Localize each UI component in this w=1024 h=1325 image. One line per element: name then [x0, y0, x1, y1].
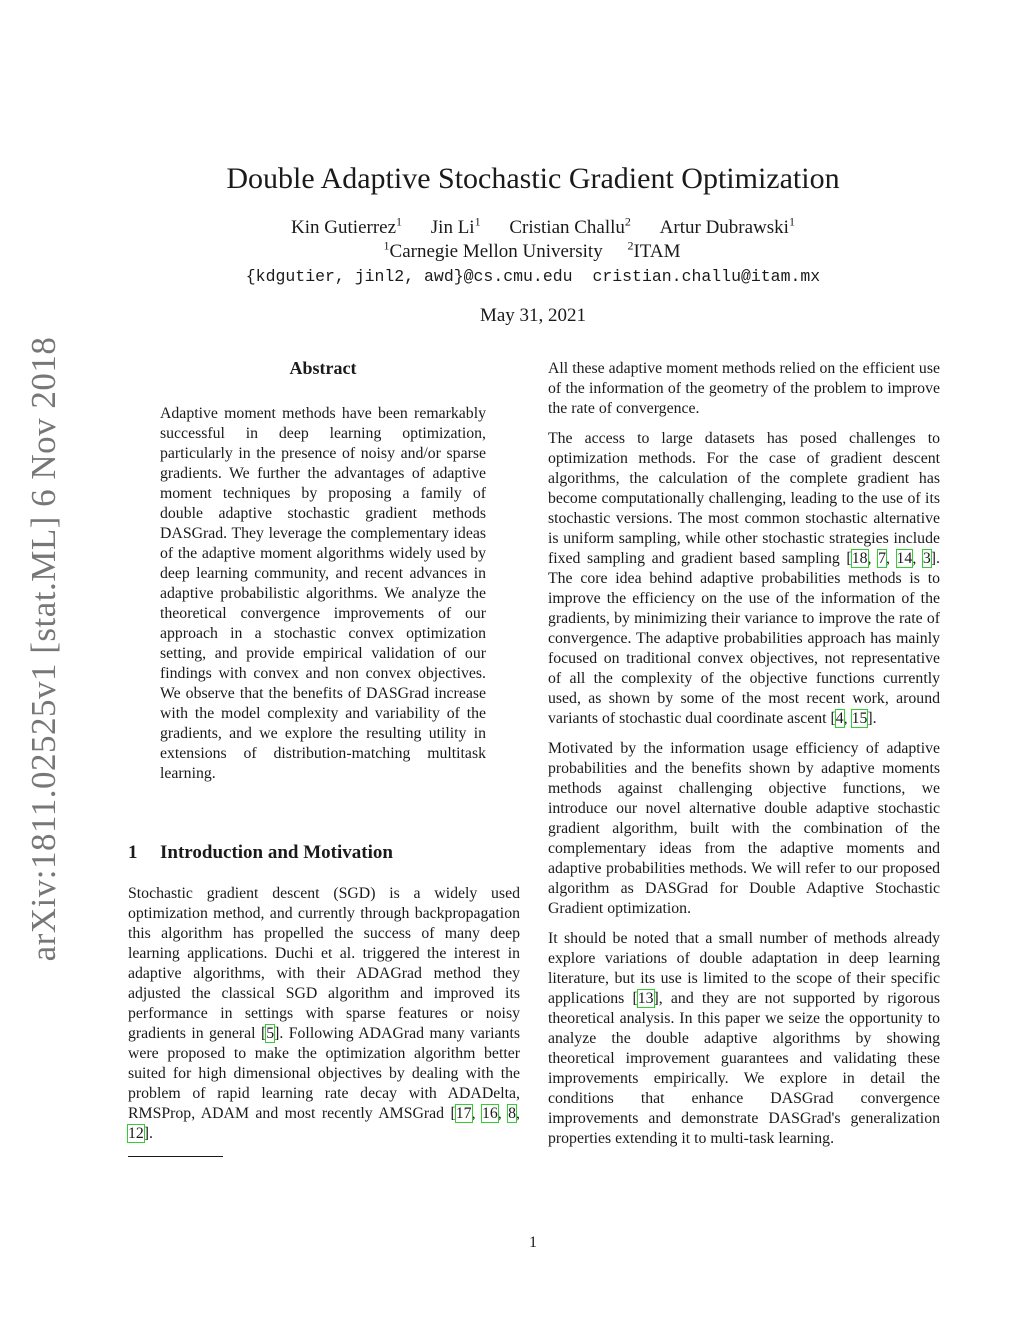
email-list [0, 266, 1024, 288]
body-paragraph [548, 929, 940, 1149]
citation-link[interactable]: 16 [481, 1105, 498, 1122]
abstract-heading: Abstract [289, 358, 357, 378]
email-cmu: {kdgutier, jinl2, awd}@cs.cmu.edu [245, 267, 573, 286]
body-paragraph: The access to large datasets has posed challenges to optimization methods. For the case of gradient descent algorithms, the calculation of the complete gradient has become computationally challenging, leading to the use of its stochastic versions. The most common stochastic alternative is uniform sampling, while other stochastic strategies include fixed sampling and gradient based sampling [18, 7, 14, 3]. The core idea behind adaptive probabilities methods is to improve the efficiency on the use of the information of the gradients, by minimizing their variance to improve the rate of convergence. The adaptive probabilities approach has mainly focused on traditional convex objectives, not representative of all the complexity of the objective functions currently used, as shown by some of the most recent work, around variants of stochastic dual coordinate ascent [4, 15]. [548, 430, 941, 727]
body-paragraph: Motivated by the information usage efficiency of adaptive probabilities and the benefits shown by adaptive moments methods against challenging objective functions, we introduce our novel alternative double adaptive stochastic gradient algorithm, built with the combination of the complementary ideas from the adaptive moments and adaptive probabilities methods. We will refer to our proposed algorithm as DASGrad for Double Adaptive Stochastic Gradient optimization. [548, 740, 940, 917]
citation-link[interactable]: 15 [851, 710, 868, 727]
author [430, 214, 481, 238]
affiliations [0, 240, 1024, 264]
text-run: ], and they are not supported by rigorous theoretical analysis. In this paper we seize the opportunity to analyze the double adaptive algorithms by showing theoretical improvement guarantees and validating these improvements empirically. We explore in detail the conditions that enhance DASGrad convergence improvements and demonstrate DASGrad's generalization properties extending it to multi-task learning. [548, 990, 941, 1147]
affiliation-mark: 1 [383, 238, 390, 253]
section-heading [128, 841, 520, 865]
right-column [548, 359, 940, 1159]
section-title: Introduction and Motivation [160, 842, 393, 863]
author-affil-mark: 2 [624, 214, 631, 229]
author [291, 214, 403, 238]
email-itam: cristian.challu@itam.mx [592, 267, 821, 286]
left-column [128, 884, 520, 1144]
paper-date: May 31, 2021 [479, 305, 587, 326]
text-run: ]. Following ADAGrad many variants were proposed to make the optimization algorithm better suited for high dimensional objectives by dealing with the problem of rapid learning rate decay with ADADelta, RMSProp, ADAM and most recently AMSGrad [ [128, 1025, 520, 1122]
arxiv-identifier: arXiv:1811.02525v1 [stat.ML] 6 Nov 2018 [24, 336, 63, 962]
citation-link[interactable]: 3 [922, 550, 931, 567]
text-run: The access to large datasets has posed challenges to optimization methods. For the case of gradient descent algorithms, the calculation of the complete gradient has become computationally challenging, leading to the use of its stochastic versions. The most common stochastic alternative is uniform sampling, while other stochastic strategies include fixed sampling and gradient based sampling [ [548, 430, 940, 567]
author-name: Kin Gutierrez [291, 217, 397, 238]
citation-link[interactable]: 8 [508, 1105, 517, 1122]
abstract-text: Adaptive moment methods have been remarkably successful in deep learning optimization, particularly in the presence of noisy and/or sparse gradients. We further the advantages of adaptive moment techniques by proposing a family of double adaptive stochastic gradient methods DASGrad. They leverage the complementary ideas of the adaptive moment algorithms widely used by deep learning community, and recent advances in adaptive probabilistic algorithms. We analyze the theoretical convergence improvements of our approach in a stochastic convex optimization setting, and provide empirical validation of our findings with convex and non convex objectives. We observe that the benefits of DASGrad increase with the model complexity and variability of the gradients, and we explore the resulting utility in extensions of distribution-matching multitask learning. [160, 405, 486, 782]
text-run: ]. [143, 1125, 154, 1142]
citation-link[interactable]: 7 [878, 550, 886, 567]
author-affil-mark: 1 [474, 214, 481, 229]
abstract-body [160, 404, 486, 784]
author-name: Artur Dubrawski [659, 217, 789, 238]
affiliation [383, 238, 603, 262]
citation-link[interactable]: 18 [851, 550, 868, 567]
body-paragraph: All these adaptive moment methods relied on the efficient use of the information of the geometry of the problem to improve the rate of convergence. [548, 360, 940, 417]
text-run: ]. [867, 710, 877, 727]
author [659, 214, 795, 238]
affiliation-name: ITAM [633, 241, 681, 262]
affiliation [627, 238, 681, 262]
author-name: Jin Li [430, 217, 475, 238]
citation-link[interactable]: 14 [896, 550, 913, 567]
author-list [0, 216, 1024, 240]
footnote-rule [128, 1156, 223, 1157]
citation-link[interactable]: 12 [128, 1125, 144, 1142]
author-name: Cristian Challu [509, 217, 625, 238]
text-run: ]. The core idea behind adaptive probabilities methods is to improve the efficiency on the use of the information of the gradients, by minimizing their variance to improve the rate of convergence. The adaptive probabilities approach has mainly focused on traditional convex objectives, not representative of all the complexity of the objective functions currently used, as shown by some of the most recent work, around variants of stochastic dual coordinate ascent [ [548, 550, 941, 727]
section-number: 1 [128, 842, 138, 863]
text-run: Stochastic gradient descent (SGD) is a widely used optimization method, and currently through backpropagation this algorithm has propelled the success of many deep learning applications. Duchi et al. triggered the interest in adaptive algorithms, with their ADAGrad method they adjusted the classical SGD algorithm and improved its performance in settings with sparse features or noisy gradients in general [ [128, 885, 520, 1042]
intro-paragraph: Stochastic gradient descent (SGD) is a widely used optimization method, and currently through backpropagation this algorithm has propelled the success of many deep learning applications. Duchi et al. triggered the interest in adaptive algorithms, with their ADAGrad method they adjusted the classical SGD algorithm and improved its performance in settings with sparse features or noisy gradients in general [5]. Following ADAGrad many variants were proposed to make the optimization algorithm better suited for high dimensional objectives by dealing with the problem of rapid learning rate decay with ADADelta, RMSProp, ADAM and most recently AMSGrad [17, 16, 8, 12]. [128, 885, 520, 1142]
citation-link[interactable]: 5 [266, 1025, 275, 1042]
author-affil-mark: 1 [396, 214, 403, 229]
citation-link[interactable]: 4 [835, 710, 844, 727]
affiliation-name: Carnegie Mellon University [389, 241, 603, 262]
author [509, 214, 631, 238]
citation-link[interactable]: 13 [637, 990, 654, 1007]
citation-link[interactable]: 17 [455, 1105, 472, 1122]
affiliation-mark: 2 [627, 238, 634, 253]
page-number: 1 [529, 1234, 537, 1251]
author-affil-mark: 1 [788, 214, 795, 229]
text-run: It should be noted that a small number of methods already explore variations of double adaptation in deep learning literature, but its use is limited to the scope of their specific applications [ [548, 930, 940, 1007]
paper-title: Double Adaptive Stochastic Gradient Optimization [226, 162, 840, 195]
